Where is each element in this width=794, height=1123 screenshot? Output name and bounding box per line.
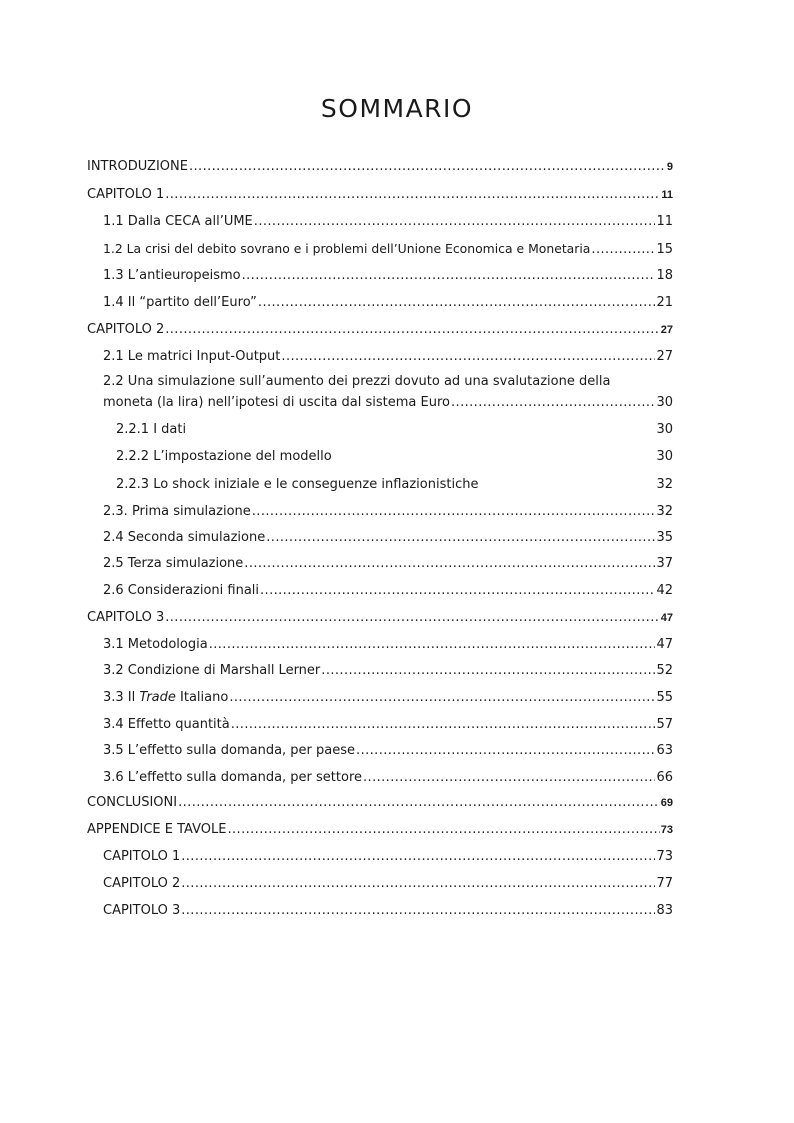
leader-dots [242,267,656,285]
toc-entry-1-1[interactable] [103,213,673,231]
toc-page-number: 83 [656,903,673,918]
toc-label: 3.4 Effetto quantità [103,717,230,732]
leader-dots [260,582,655,600]
toc-page-number: 42 [656,583,673,598]
toc-label: 2.1 Le matrici Input-Output [103,349,281,364]
toc-entry-capitolo-1[interactable] [87,186,673,204]
toc-label: 2.6 Considerazioni finali [103,583,260,598]
toc-page-number: 9 [666,161,673,173]
toc-label: 2.4 Seconda simulazione [103,530,266,545]
toc-label: 2.2.2 L’impostazione del modello [116,449,332,464]
leader-dots [591,241,655,259]
toc-page-number: 30 [656,395,673,410]
toc-page-number: 63 [656,743,673,758]
leader-dots [231,716,656,734]
toc-page-number: 11 [661,189,673,201]
leader-dots [181,848,655,866]
toc-entry-2-2-2[interactable] [116,448,673,466]
toc-entry-2-2-3[interactable] [116,476,673,494]
toc-page-number: 57 [656,717,673,732]
leader-dots [356,742,655,760]
leader-dots [189,158,666,176]
leader-dots [451,394,655,412]
toc-label-prefix: 3.3 Il [103,690,140,705]
leader-dots [244,555,655,573]
toc-entry-1-3[interactable] [103,267,673,285]
toc-label: APPENDICE E TAVOLE [87,822,227,837]
toc-entry-2-2-1[interactable] [116,421,673,439]
toc-page-number: 47 [660,612,673,624]
toc-label: CAPITOLO 2 [87,322,165,337]
toc-entry-appendix-capitolo-2[interactable] [103,875,673,893]
toc-label: CAPITOLO 2 [103,876,181,891]
toc-page-number: 32 [656,504,673,519]
toc-label: 1.1 Dalla CECA all’UME [103,214,253,229]
leader-dots [266,529,655,547]
toc-label [103,689,228,707]
toc-page-number: 47 [656,637,673,652]
toc-page-number: 37 [656,556,673,571]
toc-page-number: 52 [656,663,673,678]
toc-label: 2.2.3 Lo shock iniziale e le conseguenze inflazionistiche [116,477,479,492]
toc-entry-2-2-line1[interactable]: 2.2 Una simulazione sull’aumento dei prezzi dovuto ad una svalutazione della [103,374,611,389]
toc-page-number: 66 [656,770,673,785]
toc-label: 1.4 Il “partito dell’Euro” [103,295,257,310]
toc-page-number: 69 [660,797,673,809]
page-title: SOMMARIO [320,94,474,123]
toc-entry-3-6[interactable] [103,769,673,787]
toc-page-number: 35 [656,530,673,545]
leader-dots [229,689,655,707]
toc-entry-capitolo-2[interactable] [87,321,673,339]
toc-page-number: 27 [660,324,673,336]
toc-entry-2-2[interactable] [103,394,673,412]
toc-label: INTRODUZIONE [87,159,188,174]
toc-page-number: 27 [656,349,673,364]
toc-label: 3.2 Condizione di Marshall Lerner [103,663,321,678]
toc-label: 3.5 L’effetto sulla domanda, per paese [103,743,356,758]
toc-label: 2.5 Terza simulazione [103,556,244,571]
toc-page-number: 55 [656,690,673,705]
toc-page-number: 18 [656,268,673,283]
toc-label: CONCLUSIONI [87,795,178,810]
leader-dots [252,503,656,521]
toc-label: 2.3. Prima simulazione [103,504,251,519]
leader-dots [165,609,660,627]
leader-dots [254,213,656,231]
leader-dots [181,902,655,920]
toc-label: CAPITOLO 1 [103,849,181,864]
toc-page-number: 32 [656,477,673,492]
toc-label-italic: Trade [139,690,176,705]
toc-entry-3-5[interactable] [103,742,673,760]
toc-entry-introduzione[interactable] [87,158,673,176]
toc-entry-appendix-capitolo-3[interactable] [103,902,673,920]
toc-label: 3.6 L’effetto sulla domanda, per settore [103,770,363,785]
toc-label: 3.1 Metodologia [103,637,208,652]
toc-entry-capitolo-3[interactable] [87,609,673,627]
toc-entry-1-4[interactable] [103,294,673,312]
leader-dots [209,636,656,654]
toc-entry-2-1[interactable] [103,348,673,366]
toc-page-number: 30 [656,422,673,437]
toc-entry-3-1[interactable] [103,636,673,654]
toc-page-number: 77 [656,876,673,891]
leader-dots [165,321,660,339]
leader-dots [181,875,655,893]
toc-page-number: 15 [656,242,673,257]
toc-label: moneta (la lira) nell’ipotesi di uscita dal sistema Euro [103,395,451,410]
toc-label: CAPITOLO 3 [87,610,165,625]
toc-entry-2-6[interactable] [103,582,673,600]
leader-dots [227,821,659,839]
toc-entry-appendix-capitolo-1[interactable] [103,848,673,866]
toc-entry-1-2[interactable] [103,240,673,259]
toc-label: CAPITOLO 3 [103,903,181,918]
leader-dots [363,769,655,787]
toc-label: 1.2 La crisi del debito sovrano e i problemi dell’Unione Economica e Monetaria [103,241,591,256]
toc-label-suffix: Italiano [175,690,229,705]
toc-label: CAPITOLO 1 [87,187,165,202]
toc-label: 2.2.1 I dati [116,422,187,437]
leader-dots [281,348,655,366]
toc-page-number: 30 [656,449,673,464]
toc-page-number: 73 [660,824,673,836]
toc-entry-3-3[interactable] [103,689,673,707]
toc-entry-2-3[interactable] [103,503,673,521]
toc-page-number: 21 [656,295,673,310]
toc-page-number: 73 [656,849,673,864]
toc-entry-2-4[interactable] [103,529,673,547]
leader-dots [165,186,660,204]
toc-page-number: 11 [656,214,673,229]
toc-label: 1.3 L’antieuropeismo [103,268,241,283]
toc-entry-conclusioni[interactable] [87,794,673,812]
leader-dots [258,294,656,312]
toc-entry-3-4[interactable] [103,716,673,734]
toc-entry-2-5[interactable] [103,555,673,573]
leader-dots [178,794,660,812]
leader-dots [321,662,655,680]
toc-entry-appendice[interactable] [87,821,673,839]
toc-entry-3-2[interactable] [103,662,673,680]
